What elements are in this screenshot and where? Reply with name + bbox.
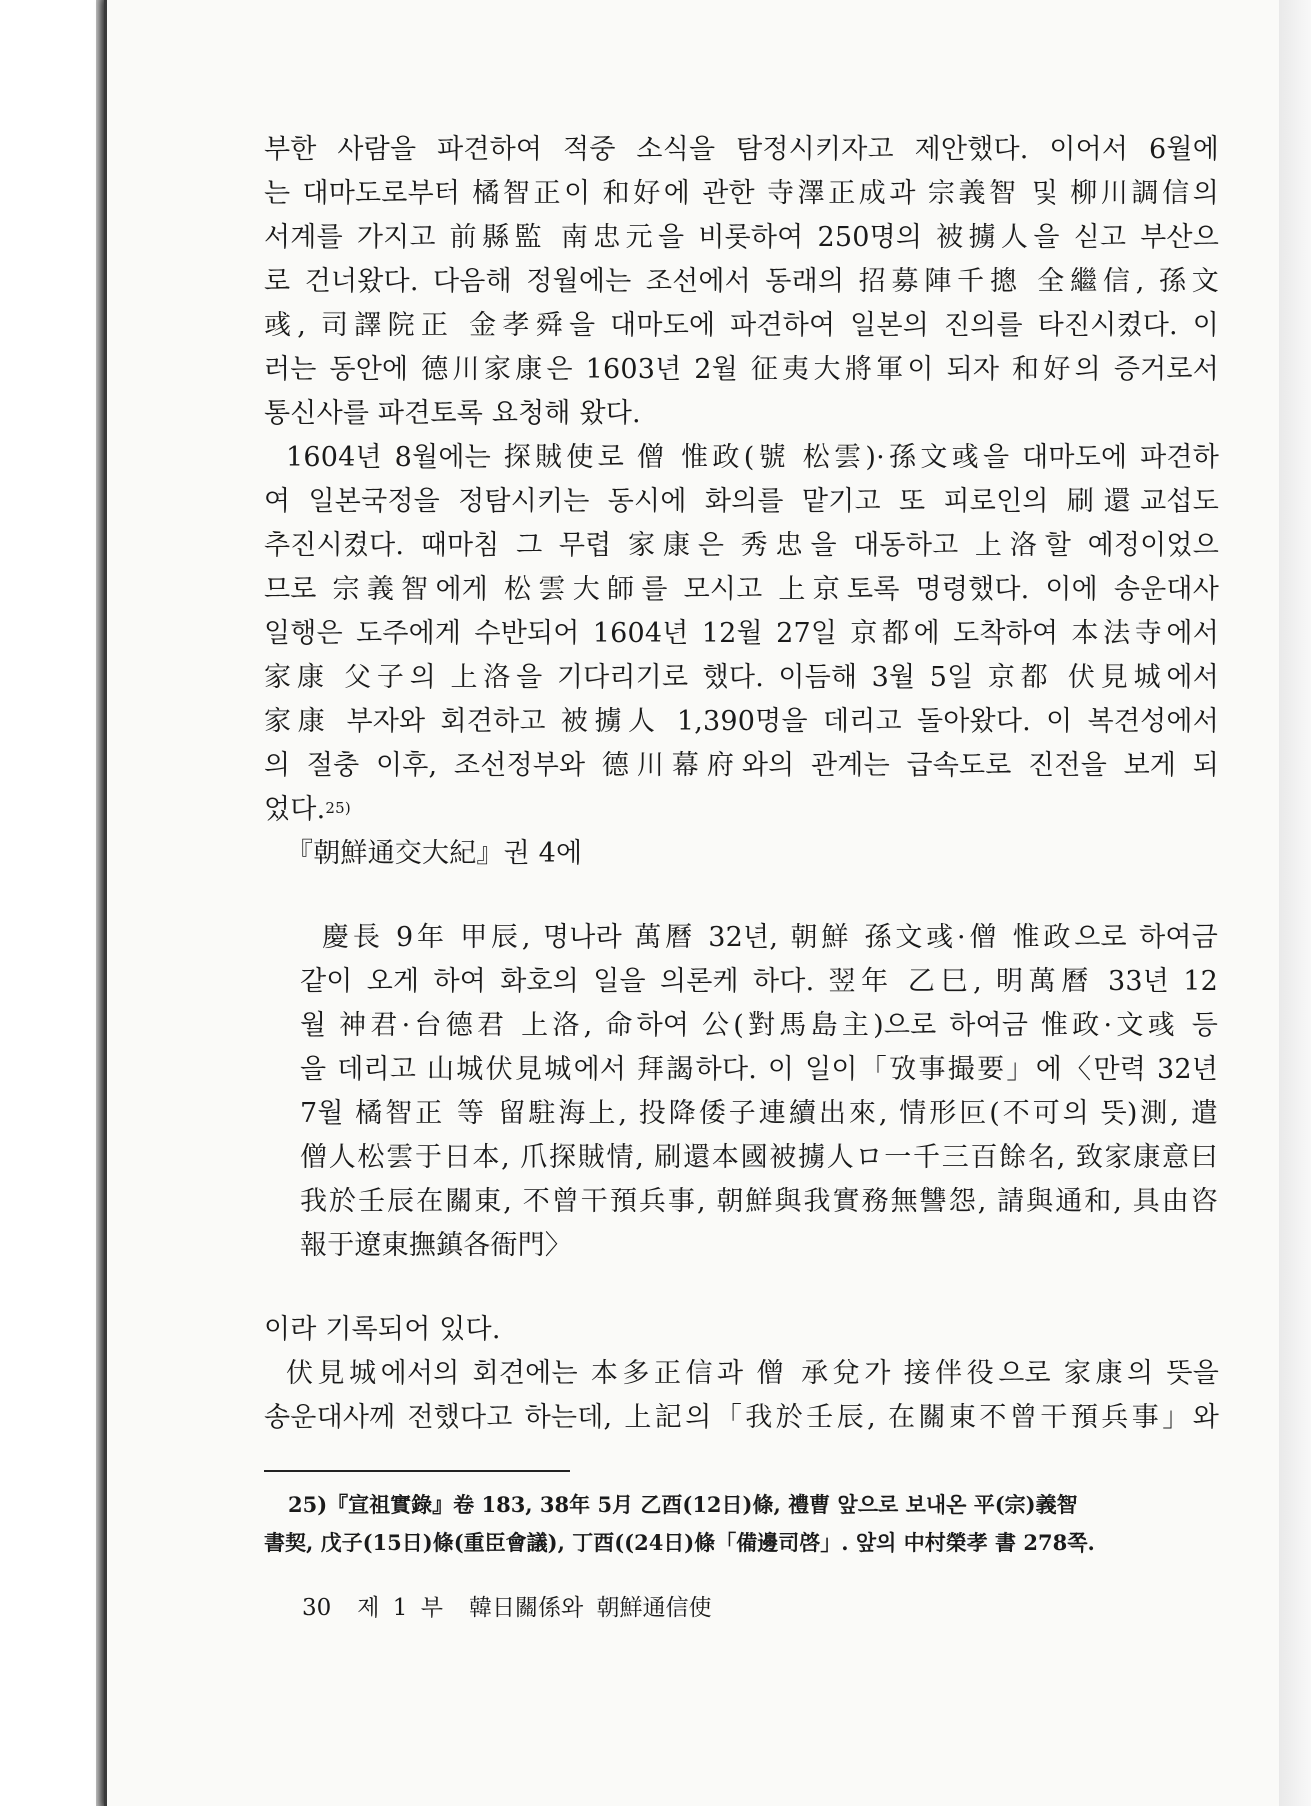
text-line: 家康 부자와 회견하고 被擄人 1,390명을 데리고 돌아왔다. 이 복견성에서 [264,706,1219,737]
quote-line: 我於壬辰在關東, 不曾干預兵事, 朝鮮與我實務無讐怨, 請與通和, 具由咨 [300,1186,1218,1217]
text-fragment: 었다. [264,794,326,825]
block-quote [300,916,1218,1268]
page-footer [302,1588,1219,1628]
text-line: 일행은 도주에게 수반되어 1604년 12월 27일 京都에 도착하여 本法寺에서 [264,618,1219,649]
text-line: 家康 父子의 上洛을 기다리기로 했다. 이듬해 3월 5일 京都 伏見城에서 [264,662,1219,693]
part-label: 제 1 부 [357,1595,443,1621]
spacer [264,1268,1219,1308]
quote-line: 월 神君·台德君 上洛, 命하여 公(對馬島主)으로 하여금 惟政·文彧 등 [300,1010,1218,1041]
footnote-divider [264,1470,570,1472]
source-citation: 『朝鮮通交大紀』권 4에 [286,838,583,869]
text-line: 므로 宗義智에게 松雲大師를 모시고 上京토록 명령했다. 이에 송운대사 [264,574,1219,605]
text-line: 러는 동안에 德川家康은 1603년 2월 征夷大將軍이 되자 和好의 증거로서 [264,354,1219,385]
text-line: 彧, 司譯院正 金孝舜을 대마도에 파견하여 일본의 진의를 타진시켰다. 이 [264,310,1219,341]
text-line: 송운대사께 전했다고 하는데, 上記의「我於壬辰, 在關東不曾干預兵事」와 [264,1402,1219,1433]
text-line: 1604년 8월에는 探賊使로 僧 惟政(號 松雲)·孫文彧을 대마도에 파견하 [286,442,1219,473]
footnote [264,1486,1219,1562]
quote-line: 僧人松雲于日本, 爪探賊情, 刷還本國被擄人ロ一千三百餘名, 致家康意曰 [300,1142,1218,1173]
text-line: 로 건너왔다. 다음해 정월에는 조선에서 동래의 招募陣千摠 全繼信, 孫文 [264,266,1219,297]
footnote-line: 書契, 戊子(15日)條(重臣會議), 丁酉((24日)條「備邊司啓」. 앞의 中村榮孝 書 278쪽. [264,1530,1095,1555]
paragraph-1 [264,128,1219,436]
paragraph-3 [264,1308,1219,1440]
page-content [264,128,1219,1628]
text-line [264,788,1219,832]
text-line: 서계를 가지고 前縣監 南忠元을 비롯하여 250명의 被擄人을 싣고 부산으 [264,222,1219,253]
text-line: 伏見城에서의 회견에는 本多正信과 僧 承兌가 接伴役으로 家康의 뜻을 [286,1358,1219,1389]
quote-line: 7월 橘智正 等 留駐海上, 投降倭子連續出來, 情形叵(不可의 뜻)測, 遣 [300,1098,1218,1129]
footnote-line: 25)『宣祖實錄』卷 183, 38年 5月 乙酉(12日)條, 禮曹 앞으로 보내온 平(宗)義智 [288,1492,1078,1517]
page-number: 30 [302,1595,332,1621]
quote-line: 報于遼東撫鎮各衙門〉 [300,1230,572,1261]
text-line: 부한 사람을 파견하여 적중 소식을 탐정시키자고 제안했다. 이어서 6월에 [264,134,1219,165]
text-line: 의 절충 이후, 조선정부와 德川幕府와의 관계는 급속도로 진전을 보게 되 [264,750,1219,781]
spacer [264,876,1219,916]
text-line: 여 일본국정을 정탐시키는 동시에 화의를 맡기고 또 피로인의 刷還교섭도 [264,486,1219,517]
paragraph-2 [264,436,1219,876]
text-line: 통신사를 파견토록 요청해 왔다. [264,398,641,429]
quote-line: 慶長 9年 甲辰, 명나라 萬曆 32년, 朝鮮 孫文彧·僧 惟政으로 하여금 [322,922,1218,953]
quote-line: 같이 오게 하여 화호의 일을 의론케 하다. 翌年 乙巳, 明萬曆 33년 12 [300,966,1218,997]
footnote-reference: 25) [325,799,351,817]
page-right-margin [1279,0,1311,1806]
quote-line: 을 데리고 山城伏見城에서 拜謁하다. 이 일이「攷事撮要」에〈만력 32년 [300,1054,1218,1085]
text-line: 이라 기록되어 있다. [264,1314,501,1345]
page-spine-shadow [96,0,104,1806]
text-line: 는 대마도로부터 橘智正이 和好에 관한 寺澤正成과 宗義智 및 柳川調信의 [264,178,1219,209]
text-line: 추진시켰다. 때마침 그 무렵 家康은 秀忠을 대동하고 上洛할 예정이었으 [264,530,1219,561]
book-title: 韓日關係와 朝鮮通信使 [468,1595,712,1621]
